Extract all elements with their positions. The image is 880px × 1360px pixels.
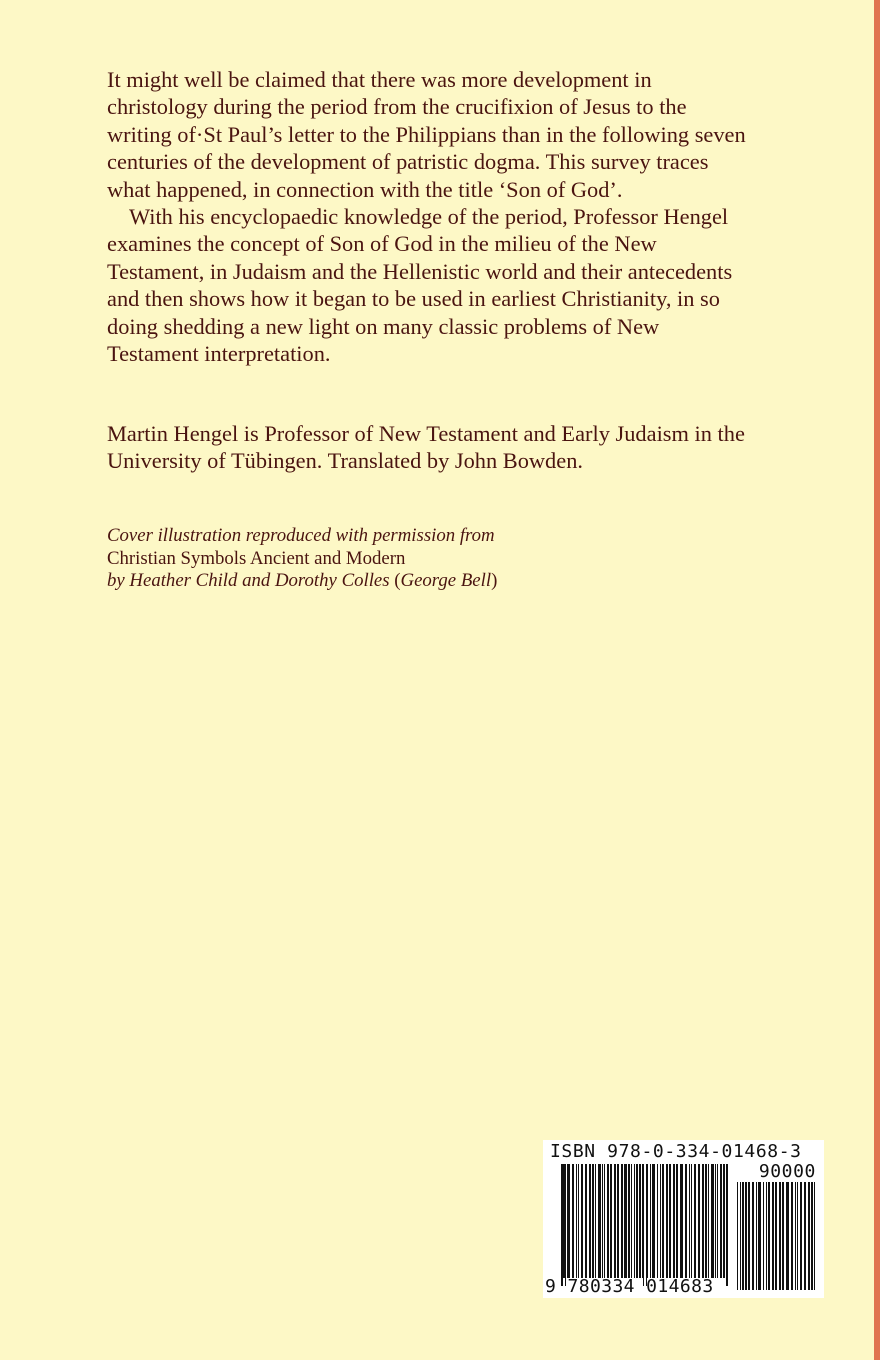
ean-left-digits: 780334	[567, 1276, 635, 1297]
isbn-barcode	[543, 1140, 824, 1298]
ean-first-digit: 9	[545, 1276, 557, 1297]
spine-edge-stripe	[874, 0, 880, 1360]
blurb-paragraph-1: It might well be claimed that there was more development in christology during the period from the crucifixion of Jesus to the writing of·St Paul’s letter to the Philippians than in the following seven centuries of the development of patristic dogma. This survey traces what happened, in connection with the title ‘Son of God’.	[107, 67, 746, 202]
ean-digits	[545, 1276, 714, 1297]
barcode-addon-digits: 90000	[758, 1161, 816, 1182]
blurb-text	[107, 66, 747, 367]
credit-authors: by Heather Child and Dorothy Colles	[107, 570, 390, 591]
isbn-label: ISBN 978-0-334-01468-3	[550, 1141, 802, 1162]
blurb-paragraph-2: With his encyclopaedic knowledge of the period, Professor Hengel examines the concept of Son of God in the milieu of the New Testament, in Judaism and the Hellenistic world and their antecedents and then shows how it began to be used in earliest Christianity, in so doing shedding a new light on many classic problems of New Testament interpretation.	[107, 204, 733, 367]
credit-paren-open: (	[389, 570, 401, 591]
credit-publisher: George Bell	[400, 570, 492, 591]
credit-line-3	[107, 570, 747, 593]
ean-right-digits: 014683	[646, 1276, 714, 1297]
credit-line-1	[107, 525, 747, 548]
author-note: Martin Hengel is Professor of New Testament and Early Judaism in the University of Tübingen. Translated by John Bowden.	[107, 421, 745, 474]
credit-paren-close: )	[491, 570, 498, 591]
credit-book-title: Christian Symbols Ancient and Modern	[107, 547, 406, 569]
credit-permission-text: Cover illustration reproduced with permission from	[107, 525, 495, 546]
cover-credit	[107, 525, 747, 593]
